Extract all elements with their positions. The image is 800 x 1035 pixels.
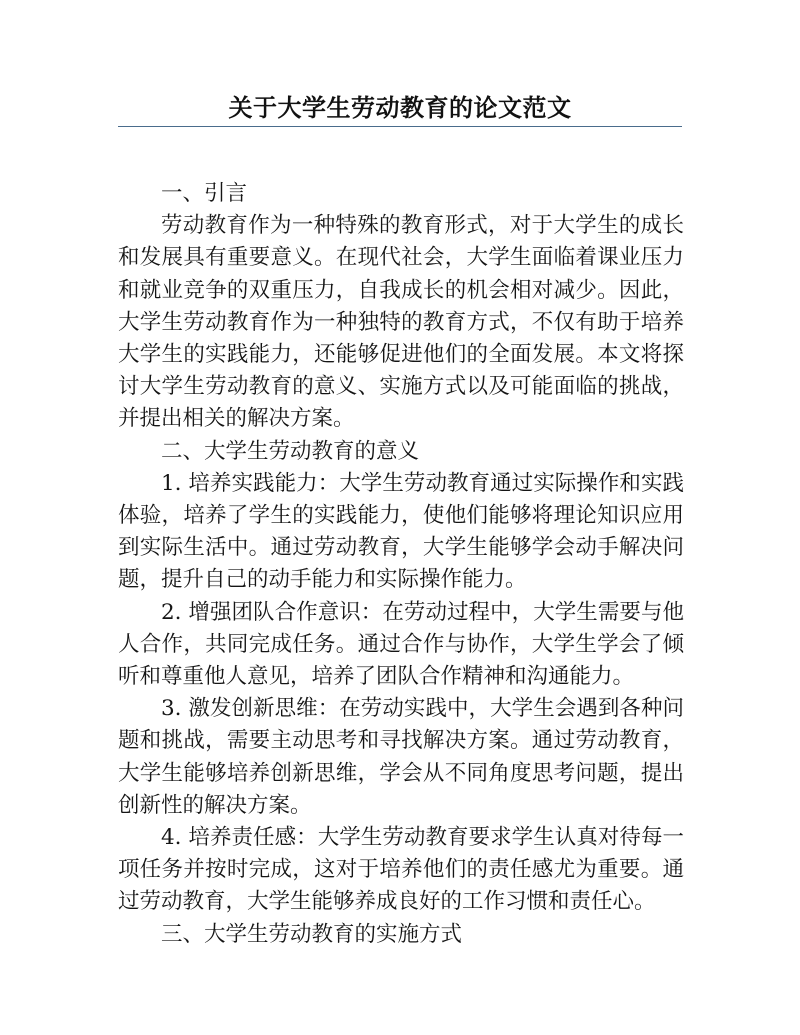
section-heading-implementation: 三、大学生劳动教育的实施方式: [161, 921, 463, 947]
document-title: 关于大学生劳动教育的论文范文: [228, 94, 572, 122]
paragraph-point-4: 4. 培养责任感：大学生劳动教育要求学生认真对待每一项任务并按时完成，这对于培养他们的责任感尤为重要。通过劳动教育，大学生能够养成良好的工作习惯和责任心。: [118, 825, 684, 915]
title-underline: [118, 126, 682, 127]
paragraph-point-3: 3. 激发创新思维：在劳动实践中，大学生会遇到各种问题和挑战，需要主动思考和寻找解决方案。通过劳动教育，大学生能够培养创新思维，学会从不同角度思考问题，提出创新性的解决方案。: [118, 696, 684, 818]
paragraph-point-1: 1. 培养实践能力：大学生劳动教育通过实际操作和实践体验，培养了学生的实践能力，使他们能够将理论知识应用到实际生活中。通过劳动教育，大学生能够学会动手解决问题，提升自己的动手能力和实际操作能力。: [118, 470, 684, 593]
section-heading-introduction: 一、引言: [161, 181, 248, 206]
paragraph-introduction: 劳动教育作为一种特殊的教育形式，对于大学生的成长和发展具有重要意义。在现代社会，大学生面临着课业压力和就业竞争的双重压力，自我成长的机会相对减少。因此，大学生劳动教育作为一种独特的教育方式，不仅有助于培养大学生的实践能力，还能够促进他们的全面发展。本文将探讨大学生劳动教育的意义、实施方式以及可能面临的挑战，并提出相关的解决方案。: [118, 213, 684, 432]
document-body: [118, 178, 684, 951]
paragraph-point-2: 2. 增强团队合作意识：在劳动过程中，大学生需要与他人合作，共同完成任务。通过合作与协作，大学生学会了倾听和尊重他人意见，培养了团队合作精神和沟通能力。: [118, 599, 684, 690]
section-heading-significance: 二、大学生劳动教育的意义: [161, 438, 420, 464]
